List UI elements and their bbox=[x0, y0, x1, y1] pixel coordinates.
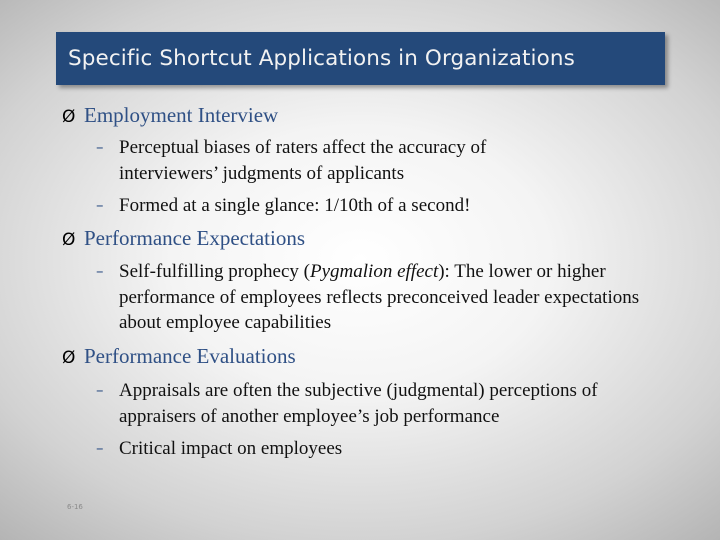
subpoint-text: Critical impact on employees bbox=[119, 438, 343, 459]
subpoint-text-prefix: Self-fulfilling prophecy ( bbox=[119, 261, 311, 282]
dash-bullet-icon: – bbox=[96, 138, 104, 156]
subpoint bbox=[96, 436, 596, 462]
subpoint-text: Appraisals are often the subjective (judgmental) perceptions of appraisers of another employee’s job performance bbox=[119, 380, 598, 427]
subpoint-text-suffix: ): The lower or higher performance of employees reflects preconceived leader expectations about employee capabilities bbox=[119, 261, 640, 333]
arrow-bullet-icon: Ø bbox=[62, 107, 76, 127]
dash-bullet-icon: – bbox=[96, 196, 104, 214]
page-number: 6-16 bbox=[67, 503, 83, 511]
dash-bullet-icon: – bbox=[96, 262, 104, 280]
subpoint-text bbox=[119, 259, 641, 336]
bullet-employment-interview bbox=[62, 103, 278, 128]
slide-title-bar bbox=[56, 32, 665, 85]
dash-bullet-icon: – bbox=[96, 439, 104, 457]
slide-title: Specific Shortcut Applications in Organizations bbox=[68, 46, 575, 71]
bullet-performance-evaluations bbox=[62, 344, 296, 369]
subpoint-text: Perceptual biases of raters affect the accuracy of interviewers’ judgments of applicants bbox=[119, 137, 487, 184]
bullet-performance-expectations bbox=[62, 226, 305, 251]
bullet-heading: Performance Evaluations bbox=[84, 344, 296, 368]
dash-bullet-icon: – bbox=[96, 381, 104, 399]
arrow-bullet-icon: Ø bbox=[62, 230, 76, 250]
arrow-bullet-icon: Ø bbox=[62, 348, 76, 368]
subpoint-text: Formed at a single glance: 1/10th of a second! bbox=[119, 195, 471, 216]
subpoint bbox=[96, 259, 641, 336]
bullet-heading: Performance Expectations bbox=[84, 226, 305, 250]
subpoint bbox=[96, 193, 596, 219]
pygmalion-effect-term: Pygmalion effect bbox=[310, 261, 439, 282]
bullet-heading: Employment Interview bbox=[84, 103, 279, 127]
subpoint bbox=[96, 378, 666, 429]
subpoint bbox=[96, 135, 566, 186]
